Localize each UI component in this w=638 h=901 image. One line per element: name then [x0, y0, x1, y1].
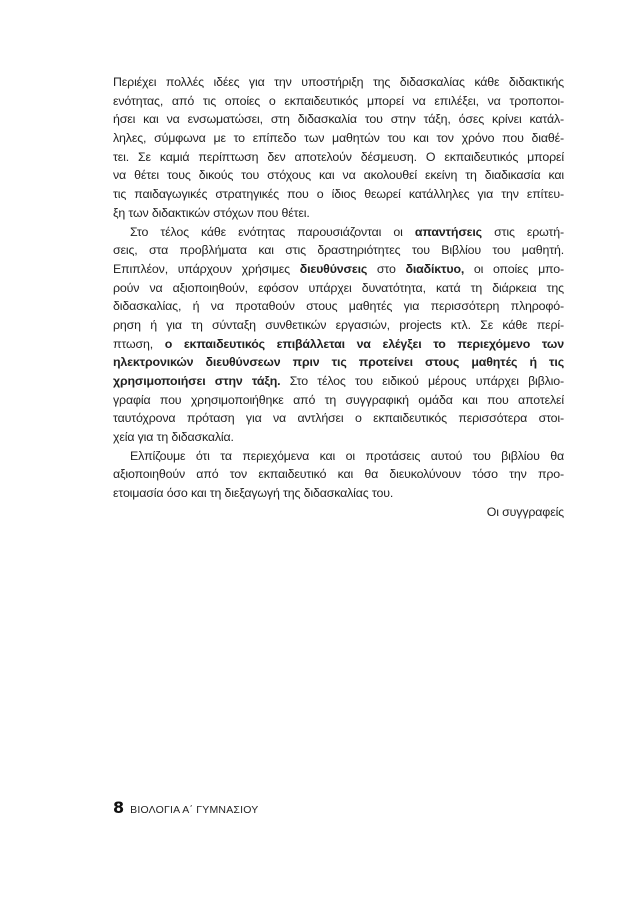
- text-run: χεία για τη διδασκαλία.: [113, 430, 234, 445]
- text-run: ρηση ή για τη σύνταξη συνθετικών εργασιών, projects κτλ. Σε κάθε περί-: [113, 317, 564, 332]
- text-line: [113, 223, 564, 242]
- text-run: διδασκαλίας, ή να προταθούν στους μαθητές για περισσότερη πληροφό-: [113, 299, 564, 314]
- text-run: οι οποίες μπο-: [464, 261, 564, 276]
- signature: [113, 503, 564, 522]
- text-line: [113, 166, 564, 185]
- text-run: ταυτόχρονα πρόταση για να αντλήσει ο εκπαιδευτικός περισσότερα στοι-: [113, 411, 564, 426]
- text-run: γραφία που χρησιμοποιήθηκε από τη συγγραφική ομάδα και που αποτελεί: [113, 392, 564, 407]
- text-line: [113, 428, 564, 447]
- text-line: [113, 409, 564, 428]
- text-line: [113, 260, 564, 279]
- text-line: [113, 185, 564, 204]
- running-title: ΒΙΟΛΟΓΙΑ Α΄ ΓΥΜΝΑΣΙΟΥ: [130, 804, 259, 816]
- text-line: [113, 204, 564, 223]
- text-run: ήσει και να ενσωματώσει, στη διδασκαλία του στην τάξη, όσες κρίνει κατάλ-: [113, 112, 564, 127]
- text-line: [113, 447, 564, 466]
- text-line: [113, 279, 564, 298]
- body-text: [113, 73, 564, 522]
- text-run: Ελπίζουμε ότι τα περιεχόμενα και οι προτάσεις αυτού του βιβλίου θα: [130, 448, 564, 463]
- bold-text-run: διευθύνσεις: [299, 261, 368, 276]
- text-run: ετοιμασία όσο και τη διεξαγωγή της διδασκαλίας του.: [113, 486, 394, 501]
- text-run: στις ερωτή-: [481, 224, 564, 239]
- text-run: Στο τέλος του ειδικού μέρους υπάρχει βιβλιο-: [280, 374, 564, 388]
- bold-text-run: απαντήσεις: [414, 224, 482, 239]
- text-line: [113, 335, 564, 354]
- text-run: Επιπλέον, υπάρχουν χρήσιμες: [113, 261, 300, 276]
- text-run: να θέτει τους δικούς του στόχους και να ακολουθεί εκείνη τη διαδικασία και: [113, 168, 564, 183]
- bold-text-run: διαδίκτυο,: [405, 261, 465, 276]
- text-run: αξιοποιηθούν από τον εκπαιδευτικό και θα διευκολύνουν τόσο την προ-: [113, 467, 564, 482]
- text-line: [113, 465, 564, 484]
- text-line: [113, 297, 564, 316]
- text-run: τει. Σε καμιά περίπτωση δεν αποτελούν δέσμευση. Ο εκπαιδευτικός μπορεί: [113, 149, 564, 164]
- text-line: [113, 129, 564, 148]
- text-run: ληλες, σύμφωνα με το επίπεδο των μαθητών του και τον χρόνο που διαθέ-: [113, 131, 564, 146]
- text-run: σεις, στα προβλήματα και στις δραστηριότητες του Βιβλίου του μαθητή.: [113, 243, 564, 258]
- page-number: 8: [113, 798, 125, 817]
- text-line: [113, 353, 564, 372]
- text-run: στο: [367, 261, 406, 276]
- text-line: [113, 241, 564, 260]
- text-line: [113, 372, 564, 391]
- signature-text: Οι συγγραφείς: [486, 504, 564, 519]
- text-run: Περιέχει πολλές ιδέες για την υποστήριξη της διδασκαλίας κάθε διδακτικής: [113, 75, 564, 89]
- text-run: τις παιδαγωγικές στρατηγικές που ο ίδιος θεωρεί κατάλληλες για την επίτευ-: [113, 187, 564, 202]
- text-line: [113, 92, 564, 111]
- page-footer: [113, 798, 258, 816]
- text-line: [113, 148, 564, 167]
- text-run: ρούν να αξιοποιηθούν, εφόσον υπάρχει δυνατότητα, κατά τη διάρκεια της: [113, 280, 564, 295]
- text-run: πτωση,: [113, 336, 165, 351]
- text-line: [113, 316, 564, 335]
- text-line: [113, 391, 564, 410]
- bold-text-run: χρησιμοποιήσει στην τάξη.: [113, 374, 281, 388]
- text-run: ξη των διδακτικών στόχων που θέτει.: [113, 205, 310, 220]
- text-line: [113, 73, 564, 92]
- text-line: [113, 484, 564, 503]
- bold-text-run: ο εκπαιδευτικός επιβάλλεται να ελέγξει το περιεχόμενο των: [164, 336, 564, 351]
- text-run: ενότητας, από τις οποίες ο εκπαιδευτικός μπορεί να επιλέξει, να τροποποι-: [113, 93, 564, 108]
- text-line: [113, 110, 564, 129]
- bold-text-run: ηλεκτρονικών διευθύνσεων πριν τις προτείνει στους μαθητές ή τις: [113, 355, 564, 370]
- text-run: Στο τέλος κάθε ενότητας παρουσιάζονται οι: [130, 224, 415, 239]
